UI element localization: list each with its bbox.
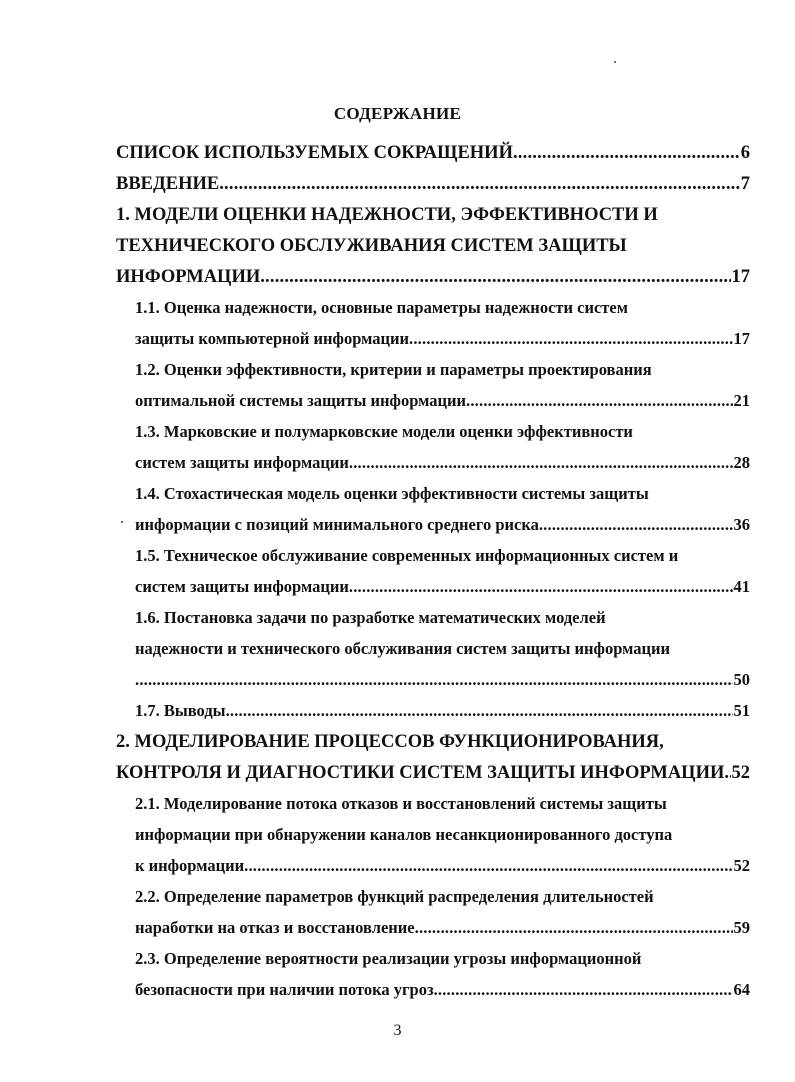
toc-entry-text: КОНТРОЛЯ И ДИАГНОСТИКИ СИСТЕМ ЗАЩИТЫ ИНФОРМАЦИИ. — [116, 763, 729, 783]
toc-entry-text-line: ТЕХНИЧЕСКОГО ОБСЛУЖИВАНИЯ СИСТЕМ ЗАЩИТЫ — [116, 236, 627, 256]
toc-entry-text-line: 1. МОДЕЛИ ОЦЕНКИ НАДЕЖНОСТИ, ЭФФЕКТИВНОСТИ И — [116, 205, 658, 225]
toc-entry-text: информации с позиций минимального среднего риска — [135, 515, 539, 534]
toc-entry-text-line: 1.5. Техническое обслуживание современных информационных систем и — [135, 546, 679, 565]
toc-entry-section-2-3[interactable] — [135, 980, 750, 1000]
toc-entry-text-line: 1.1. Оценка надежности, основные параметры надежности систем — [135, 298, 628, 317]
toc-page-number: 41 — [733, 577, 750, 596]
toc-leader-dots — [539, 515, 733, 535]
toc-leader-dots — [349, 577, 733, 597]
toc-entry-text: наработки на отказ и восстановление — [135, 918, 415, 937]
toc-page-number: 59 — [733, 918, 750, 937]
toc-page-number: 52 — [733, 856, 750, 875]
toc-leader-dots — [260, 267, 730, 288]
toc-entry-section-1-4[interactable] — [135, 515, 750, 535]
toc-page-number: 17 — [731, 267, 750, 287]
scan-speck — [614, 61, 616, 63]
toc-entry-chapter-1[interactable] — [116, 267, 750, 288]
page-title: СОДЕРЖАНИЕ — [333, 104, 462, 123]
toc-leader-dots — [244, 856, 732, 876]
toc-entry-section-2-1[interactable] — [135, 856, 750, 876]
toc-entry-introduction[interactable] — [116, 174, 750, 195]
toc-entry-section-2-2[interactable] — [135, 918, 750, 938]
toc-entry-text: СПИСОК ИСПОЛЬЗУЕМЫХ СОКРАЩЕНИЙ — [116, 143, 513, 163]
toc-entry-text: систем защиты информации — [135, 453, 349, 472]
toc-entry-text: систем защиты информации — [135, 577, 349, 596]
toc-entry-section-1-7[interactable] — [135, 701, 750, 721]
toc-leader-dots — [219, 174, 740, 195]
toc-leader-dots — [513, 143, 740, 164]
toc-entry-chapter-2[interactable] — [116, 763, 750, 784]
toc-page-number: 6 — [740, 143, 750, 163]
toc-leader-dots — [415, 918, 733, 938]
toc-entry-section-1-6[interactable] — [135, 670, 750, 690]
toc-entry-text: ИНФОРМАЦИИ — [116, 267, 261, 287]
toc-entry-text-line: 2.3. Определение вероятности реализации угрозы информационной — [135, 949, 642, 968]
toc-page-number: 17 — [733, 329, 750, 348]
toc-entry-text-line: надежности и технического обслуживания систем защиты информации — [135, 639, 671, 658]
toc-page-number: 64 — [733, 980, 750, 999]
toc-entry-text-line: 1.6. Постановка задачи по разработке математических моделей — [135, 608, 606, 627]
toc-page-number: 50 — [733, 670, 750, 689]
toc-entry-text-line: 1.3. Марковские и полумарковские модели оценки эффективности — [135, 422, 633, 441]
toc-leader-dots — [434, 980, 733, 1000]
toc-page-number: 7 — [740, 174, 750, 194]
toc-entry-text: защиты компьютерной информации — [135, 329, 410, 348]
page-number: 3 — [393, 1022, 402, 1039]
toc-entry-section-1-2[interactable] — [135, 391, 750, 411]
toc-page-number: 21 — [733, 391, 750, 410]
toc-leader-dots — [226, 701, 733, 721]
toc-page-number: 28 — [733, 453, 750, 472]
toc-leader-dots — [466, 391, 732, 411]
toc-entry-abbreviations[interactable] — [116, 143, 750, 164]
scan-speck — [121, 521, 123, 523]
toc-entry-text-line: 1.2. Оценки эффективности, критерии и параметры проектирования — [135, 360, 652, 379]
toc-entry-text-line: 1.4. Стохастическая модель оценки эффективности системы защиты — [135, 484, 649, 503]
toc-entry-section-1-3[interactable] — [135, 453, 750, 473]
toc-entry-text: 1.7. Выводы — [135, 701, 226, 720]
toc-entry-text-line: информации при обнаружении каналов несанкционированного доступа — [135, 825, 673, 844]
toc-leader-dots — [135, 670, 733, 690]
toc-entry-text: к информации — [135, 856, 245, 875]
toc-entry-text-line: 2.1. Моделирование потока отказов и восстановлений системы защиты — [135, 794, 667, 813]
toc-entry-text: оптимальной системы защиты информации — [135, 391, 467, 410]
toc-leader-dots — [409, 329, 732, 349]
toc-entry-text-line: 2.2. Определение параметров функций распределения длительностей — [135, 887, 654, 906]
toc-leader-dots — [349, 453, 733, 473]
toc-entry-section-1-1[interactable] — [135, 329, 750, 349]
toc-page-number: 51 — [733, 701, 750, 720]
toc-entry-section-1-5[interactable] — [135, 577, 750, 597]
toc-page-number: 52 — [731, 763, 750, 783]
toc-entry-text-line: 2. МОДЕЛИРОВАНИЕ ПРОЦЕССОВ ФУНКЦИОНИРОВАНИЯ, — [116, 732, 664, 752]
toc-entry-text: безопасности при наличии потока угроз — [135, 980, 434, 999]
toc-page-number: 36 — [733, 515, 750, 534]
toc-entry-text: ВВЕДЕНИЕ — [116, 174, 220, 194]
